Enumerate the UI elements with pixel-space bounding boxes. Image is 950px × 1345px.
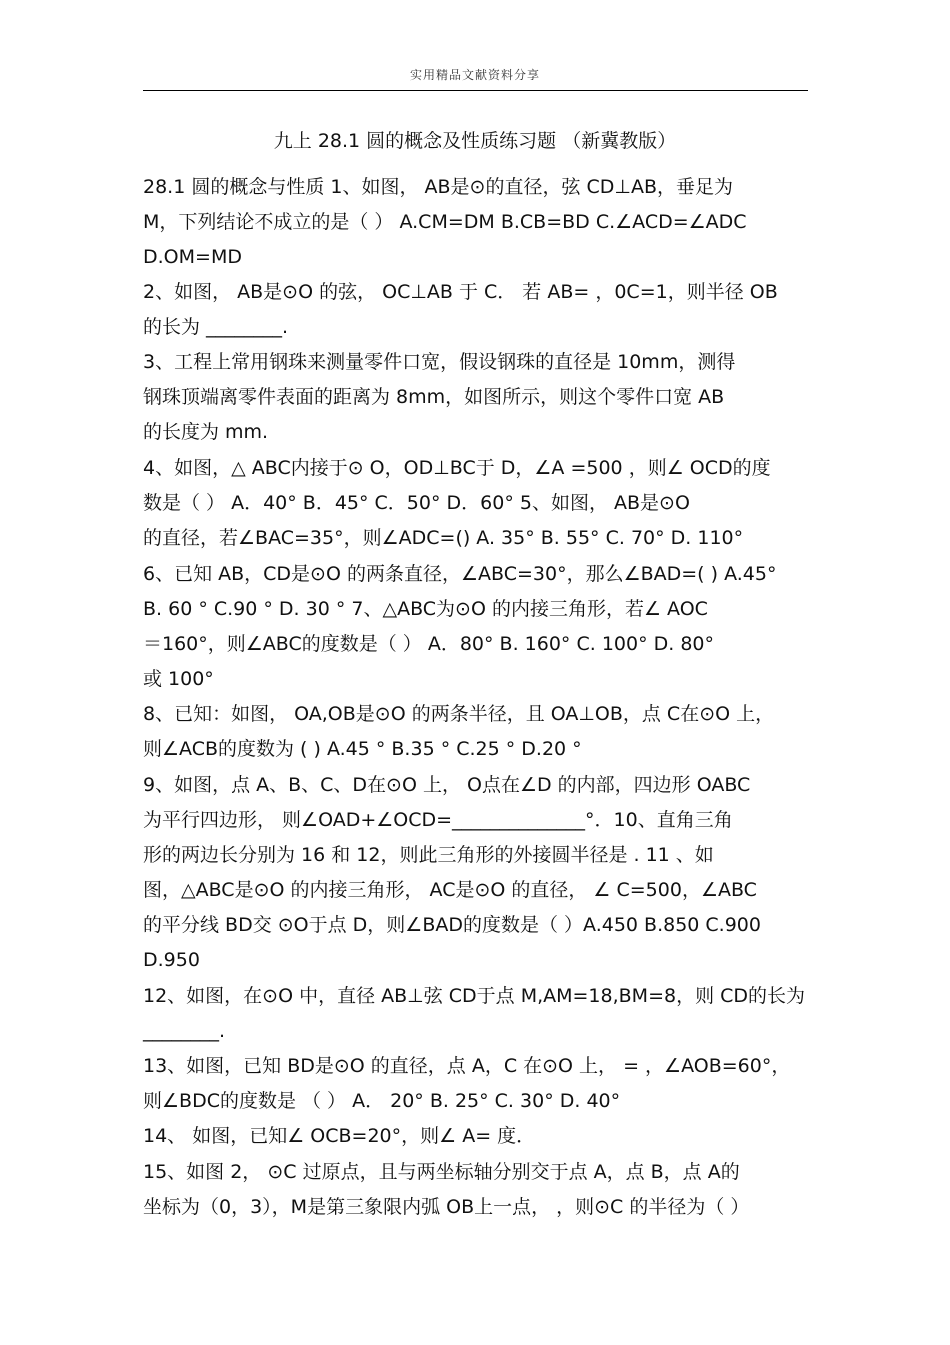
text-line: 2、如图， AB是⊙O 的弦， OC⊥AB 于 C． 若 AB= ，0C=1，则半径 OB bbox=[143, 281, 778, 303]
text-line: 13、如图，已知 BD是⊙O 的直径，点 A，C 在⊙O 上， = ，∠AOB=60°， bbox=[143, 1055, 791, 1077]
text-line: 14、 如图，已知∠ OCB=20°，则∠ A= 度． bbox=[143, 1125, 536, 1147]
text-line: D.950 bbox=[143, 949, 200, 971]
text-line: B. 60 ° C.90 ° D. 30 ° 7、△ABC为⊙O 的内接三角形，若∠ AOC bbox=[143, 598, 708, 620]
text-line: 的直径，若∠BAC=35°，则∠ADC=() A. 35° B. 55° C. 70° D. 110° bbox=[143, 527, 744, 549]
text-line: 坐标为（0，3），M是第三象限内弧 OB上一点， ，则⊙C 的半径为（ ） bbox=[143, 1196, 750, 1218]
text-line: 8、已知：如图， OA,OB是⊙O 的两条半径，且 OA⊥OB，点 C在⊙O 上， bbox=[143, 703, 775, 725]
text-line: 数是（ ） A．40° B．45° C．50° D．60° 5、如图， AB是⊙O bbox=[143, 492, 690, 514]
text-line: ________. bbox=[143, 1020, 226, 1042]
text-line: 为平行四边形， 则∠OAD+∠OCD=______________°．10、直角三角 bbox=[143, 809, 733, 831]
text-line: 的平分线 BD交 ⊙O于点 D，则∠BAD的度数是（ ）A.450 B.850 C.900 bbox=[143, 914, 761, 936]
text-line: 钢珠顶端离零件表面的距离为 8mm，如图所示，则这个零件口宽 AB bbox=[143, 386, 725, 408]
text-line: 12、如图，在⊙O 中，直径 AB⊥弦 CD于点 M,AM=18,BM=8，则 CD的长为 bbox=[143, 985, 806, 1007]
text-line: 的长度为 mm. bbox=[143, 421, 269, 443]
text-line: 28.1 圆的概念与性质 1、如图， AB是⊙的直径，弦 CD⊥AB，垂足为 bbox=[143, 176, 733, 198]
text-line: 图，△ABC是⊙O 的内接三角形， AC是⊙O 的直径， ∠ C=500，∠ABC bbox=[143, 879, 757, 901]
text-line: 6、已知 AB，CD是⊙O 的两条直径，∠ABC=30°，那么∠BAD=( ) A.45° bbox=[143, 563, 777, 585]
text-line: 或 100° bbox=[143, 668, 214, 690]
text-line: 9、如图，点 A、B、C、D在⊙O 上， O点在∠D 的内部，四边形 OABC bbox=[143, 774, 751, 796]
text-line: 4、如图，△ ABC内接于⊙ O，OD⊥BC于 D，∠A =500 ，则∠ OCD的度 bbox=[143, 457, 771, 479]
text-line: 则∠ACB的度数为 ( ) A.45 ° B.35 ° C.25 ° D.20 ° bbox=[143, 738, 582, 760]
header-divider bbox=[143, 90, 808, 91]
text-line: D.OM=MD bbox=[143, 246, 242, 268]
page-header: 实用精品文献资料分享 bbox=[409, 68, 540, 82]
text-line: ＝160°，则∠ABC的度数是（ ） A．80° B. 160° C. 100° D. 80° bbox=[143, 633, 715, 655]
text-line: 15、如图 2， ⊙C 过原点，且与两坐标轴分别交于点 A，点 B，点 A的 bbox=[143, 1161, 740, 1183]
text-line: M，下列结论不成立的是（ ） A.CM=DM B.CB=BD C.∠ACD=∠ADC bbox=[143, 211, 747, 233]
document-title: 九上 28.1 圆的概念及性质练习题 （新冀教版） bbox=[273, 130, 677, 152]
text-line: 则∠BDC的度数是 （ ） A． 20° B. 25° C. 30° D. 40° bbox=[143, 1090, 621, 1112]
text-line: 的长为 ________. bbox=[143, 316, 289, 338]
text-line: 形的两边长分别为 16 和 12，则此三角形的外接圆半径是 . 11 、如 bbox=[143, 844, 714, 866]
text-line: 3、工程上常用钢珠来测量零件口宽，假设钢珠的直径是 10mm，测得 bbox=[143, 351, 736, 373]
